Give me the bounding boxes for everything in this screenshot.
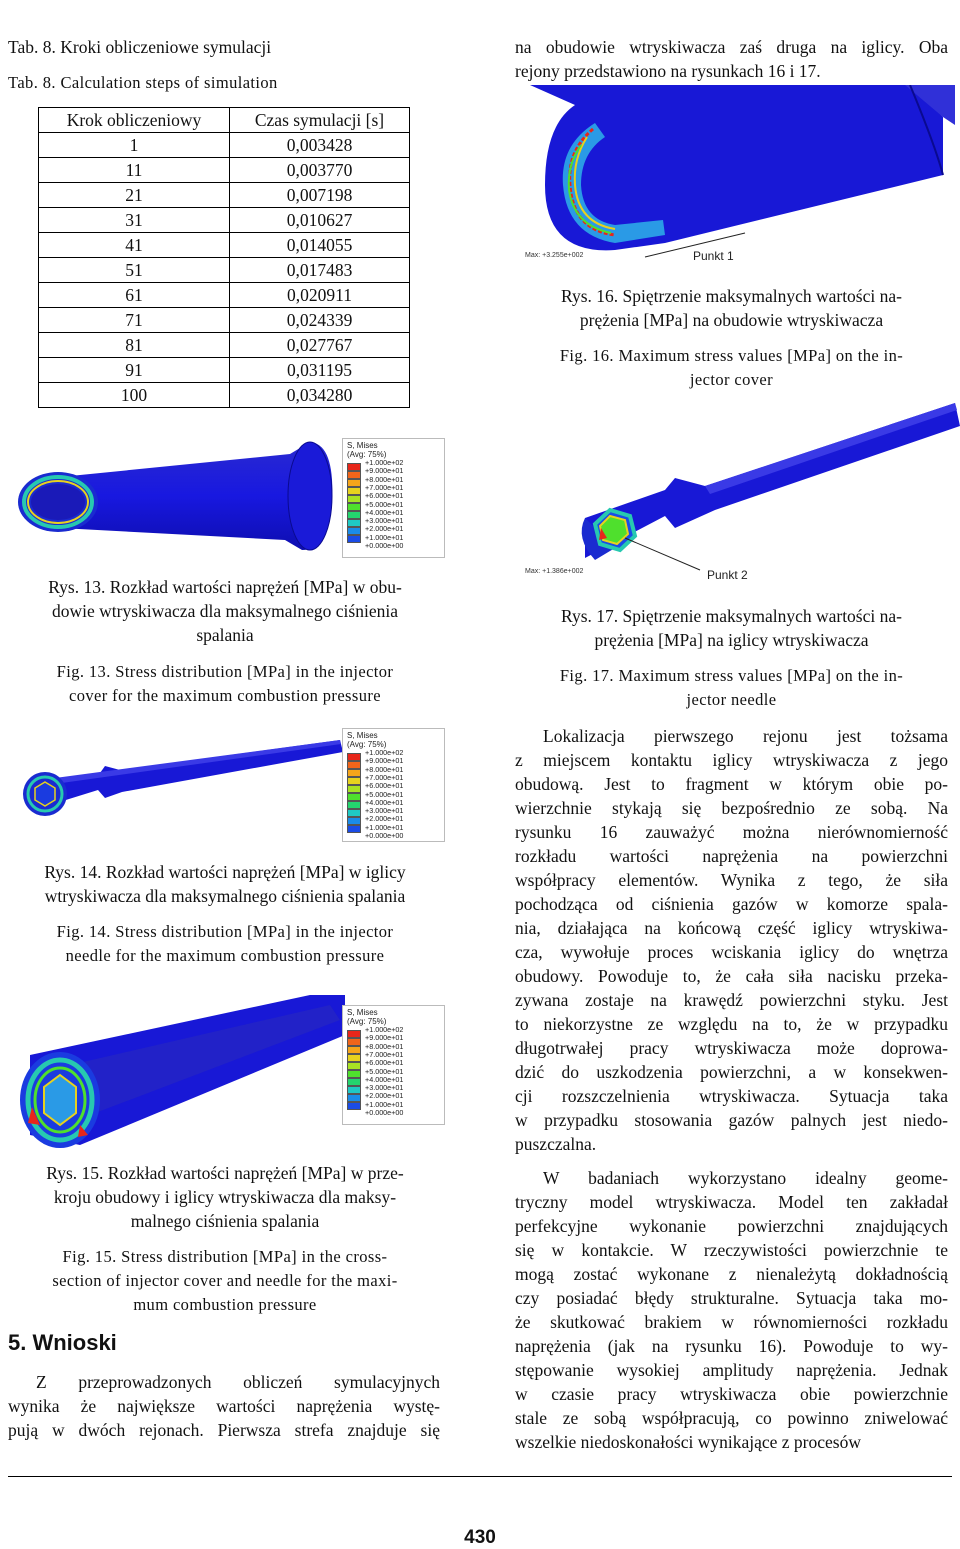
cell-step: 21: [39, 183, 230, 208]
legend-swatch: [347, 1030, 361, 1038]
legend-swatch: [347, 793, 361, 801]
legend-swatch: [347, 527, 361, 535]
figure-15-caption-pl: Rys. 15. Rozkład wartości naprężeń [MPa] w prze- kroju obudowy i iglicy wtryskiwacza dla maksy- malnego ciśnienia spalania: [46, 1163, 404, 1231]
text-line: Lokalizacja pierwszego rejonu jest tożsama: [543, 726, 948, 746]
legend-swatch: [347, 511, 361, 519]
legend-swatch: [347, 769, 361, 777]
text-line: długotrwałej pracy wtryskiwacza może doprowa-: [515, 1038, 948, 1058]
table-row: [39, 183, 410, 208]
table-row: [39, 333, 410, 358]
legend-value: +9.000e+01: [365, 466, 404, 476]
table-row: [39, 383, 410, 408]
text-line: się w kontakcie. W rzeczywistości powierzchnie te: [515, 1240, 948, 1260]
text-line: nia, działająca na końcową część iglicy wtryskiwa-: [515, 918, 948, 938]
table-row: [39, 258, 410, 283]
legend-value: +1.000e+02: [365, 458, 404, 467]
legend-value: +6.000e+01: [365, 1058, 404, 1068]
legend-swatch: [347, 495, 361, 503]
cell-step: 31: [39, 208, 230, 233]
text-line: współpracy elementów. Wynika z tego, że siła: [515, 870, 948, 890]
text-line: w czasie pracy wtryskiwacza obie powierzchnie: [515, 1384, 948, 1404]
legend-value: +4.000e+01: [365, 1074, 404, 1084]
legend-swatch: [347, 463, 361, 471]
table-header-row: [39, 108, 410, 133]
point-2-label: Punkt 2: [707, 568, 748, 582]
legend-value: +5.000e+01: [365, 1066, 404, 1076]
figure-17-needle-max-stress: [515, 398, 960, 588]
simulation-steps-table: [38, 107, 410, 408]
legend-swatch: [347, 761, 361, 769]
figure-16-caption-en: Fig. 16. Maximum stress values [MPa] on the in- jector cover: [559, 346, 904, 389]
legend-swatch: [347, 809, 361, 817]
legend-value: +1.000e+01: [365, 822, 404, 832]
legend-swatch: [347, 1070, 361, 1078]
cell-time: 0,034280: [230, 383, 410, 408]
figure-14-caption-pl: Rys. 14. Rozkład wartości naprężeń [MPa] w iglicy wtryskiwacza dla maksymalnego ciśnienia spalania: [44, 862, 406, 906]
text-line: że skutkować brakiem w równomierności rozkładu: [515, 1312, 948, 1332]
mises-legend: [342, 438, 445, 558]
figure-17-caption-en: Fig. 17. Maximum stress values [MPa] on the in- jector needle: [559, 666, 904, 709]
legend-value: +6.000e+01: [365, 491, 404, 501]
column-header-step: Krok obliczeniowy: [39, 108, 230, 133]
injector-needle-model: [10, 718, 345, 848]
legend-swatch: [347, 1078, 361, 1086]
cell-time: 0,007198: [230, 183, 410, 208]
cell-step: 100: [39, 383, 230, 408]
cell-time: 0,031195: [230, 358, 410, 383]
legend-swatch: [347, 479, 361, 487]
text-line: stale ze sobą współpracują, co powinno zniwelować: [515, 1408, 948, 1428]
legend-value: +5.000e+01: [365, 499, 404, 509]
cell-step: 71: [39, 308, 230, 333]
legend-color-scale: [347, 753, 361, 833]
text-line: czy posiadać błędy strukturalne. Sytuacja taka mo-: [515, 1288, 948, 1308]
cross-section-model: [10, 995, 345, 1155]
legend-swatch: [347, 1102, 361, 1110]
legend-value: +1.000e+01: [365, 532, 404, 542]
table-row: [39, 133, 410, 158]
text-line: mogą zostać wykonane z nienależytą dokładnością: [515, 1264, 948, 1284]
cell-step: 1: [39, 133, 230, 158]
text-line: rozkładu wartości naprężenia na powierzchni: [515, 846, 948, 866]
column-header-time: Czas symulacji [s]: [230, 108, 410, 133]
text-line: pochodząca od ciśnienia gazów w komorze spala-: [515, 894, 948, 914]
text-line: perfekcyjne wykonanie powierzchni znajdujących: [515, 1216, 948, 1236]
figure-17-caption-pl: Rys. 17. Spiętrzenie maksymalnych wartości na- prężenia [MPa] na iglicy wtryskiwacza: [561, 606, 902, 650]
page-number: 430: [464, 1527, 496, 1548]
text-line: dzić do uszkodzenia powierzchni, a w konsekwen-: [515, 1062, 948, 1082]
legend-swatch: [347, 801, 361, 809]
cell-step: 61: [39, 283, 230, 308]
table-row: [39, 233, 410, 258]
legend-title: S, Mises (Avg: 75%): [347, 441, 387, 459]
legend-swatch: [347, 487, 361, 495]
legend-value: +0.000e+00: [365, 541, 404, 550]
cell-step: 91: [39, 358, 230, 383]
legend-swatch: [347, 825, 361, 833]
legend-value: +9.000e+01: [365, 756, 404, 766]
legend-value: +9.000e+01: [365, 1033, 404, 1043]
text-line: wierzchnie stykają się bezpośrednio ze sobą. Na: [515, 798, 948, 818]
text-line: stępowanie wysokiej amplitudy naprężenia. Jednak: [515, 1360, 948, 1380]
cell-time: 0,010627: [230, 208, 410, 233]
table-row: [39, 283, 410, 308]
legend-swatch: [347, 1046, 361, 1054]
cell-step: 41: [39, 233, 230, 258]
legend-value: +2.000e+01: [365, 814, 404, 824]
legend-value: +1.000e+02: [365, 1025, 404, 1034]
text-line: puszczalna.: [515, 1134, 597, 1154]
text-line: to niekorzystne ze względu na to, że w przypadku: [515, 1014, 948, 1034]
text-line: cji rozszczelnienia wtryskiwacza. Sytuacja taka: [515, 1086, 948, 1106]
text-line: wszelkie niedoskonałości wynikające z procesów: [515, 1432, 861, 1452]
legend-swatch: [347, 503, 361, 511]
figure-15-caption-en: Fig. 15. Stress distribution [MPa] in the cross- section of injector cover and needle for the maxi- mum combustion pressure: [52, 1247, 398, 1314]
legend-value: +4.000e+01: [365, 797, 404, 807]
legend-value: +5.000e+01: [365, 789, 404, 799]
text-line: obudową. Jest to fragment w którym obie po-: [515, 774, 948, 794]
legend-value: +6.000e+01: [365, 781, 404, 791]
legend-value: +0.000e+00: [365, 831, 404, 840]
legend-swatch: [347, 1054, 361, 1062]
legend-value: +8.000e+01: [365, 764, 404, 774]
table-caption-pl: Tab. 8. Kroki obliczeniowe symulacji: [8, 37, 272, 57]
legend-swatch: [347, 777, 361, 785]
legend-title: S, Mises (Avg: 75%): [347, 731, 387, 749]
legend-swatch: [347, 817, 361, 825]
legend-value: +7.000e+01: [365, 772, 404, 782]
cell-time: 0,014055: [230, 233, 410, 258]
table-row: [39, 308, 410, 333]
cell-step: 81: [39, 333, 230, 358]
legend-swatch: [347, 519, 361, 527]
table-caption-en: Tab. 8. Calculation steps of simulation: [8, 73, 278, 92]
cell-time: 0,027767: [230, 333, 410, 358]
legend-value: +7.000e+01: [365, 482, 404, 492]
legend-value: +2.000e+01: [365, 524, 404, 534]
figure-14-caption-en: Fig. 14. Stress distribution [MPa] in the injector needle for the maximum combustion pressure: [56, 922, 394, 965]
legend-value: +8.000e+01: [365, 1041, 404, 1051]
text-line: naprężenia (jak na rysunku 16). Powoduje to wy-: [515, 1336, 948, 1356]
legend-value: +1.000e+01: [365, 1099, 404, 1109]
mises-legend: [342, 728, 445, 842]
body-paragraph-1: [515, 724, 948, 1156]
text-line: z miejscem kontaktu iglicy wtryskiwacza z jego: [515, 750, 948, 770]
legend-swatch: [347, 1038, 361, 1046]
figure-16-cover-max-stress: [515, 85, 960, 270]
legend-value: +8.000e+01: [365, 474, 404, 484]
footer-rule: [8, 1476, 952, 1477]
legend-swatch: [347, 785, 361, 793]
legend-swatch: [347, 753, 361, 761]
legend-value: +3.000e+01: [365, 516, 404, 526]
figure-13-injector-cover: [10, 432, 450, 562]
table-row: [39, 208, 410, 233]
cover-detail-model: [515, 85, 960, 270]
needle-detail-model: [515, 398, 960, 588]
text-line: W badaniach wykorzystano idealny geome-: [543, 1168, 948, 1188]
cell-time: 0,024339: [230, 308, 410, 333]
text-line: w przypadku stosowania gazów palnych jest niedo-: [515, 1110, 948, 1130]
figure-13-caption-en: Fig. 13. Stress distribution [MPa] in the injector cover for the maximum combustion pressure: [56, 662, 394, 705]
legend-color-scale: [347, 463, 361, 543]
legend-value: +2.000e+01: [365, 1091, 404, 1101]
cell-step: 11: [39, 158, 230, 183]
cell-time: 0,017483: [230, 258, 410, 283]
legend-value: +1.000e+02: [365, 748, 404, 757]
text-line: tryczny model wtryskiwacza. Model ten zakładał: [515, 1192, 948, 1212]
table-row: [39, 358, 410, 383]
right-intro-text: na obudowie wtryskiwacza zaś druga na iglicy. Oba rejony przedstawiono na rysunkach 16 i 17.: [515, 37, 948, 81]
section-heading-conclusions: 5. Wnioski: [8, 1330, 117, 1355]
legend-swatch: [347, 1094, 361, 1102]
cell-time: 0,020911: [230, 283, 410, 308]
table-row: [39, 158, 410, 183]
legend-swatch: [347, 535, 361, 543]
mises-legend: [342, 1005, 445, 1125]
max-value-label: Max: +1.386e+002: [525, 568, 584, 575]
figure-14-injector-needle: [10, 718, 450, 848]
legend-title: S, Mises (Avg: 75%): [347, 1008, 387, 1026]
cell-step: 51: [39, 258, 230, 283]
figure-16-caption-pl: Rys. 16. Spiętrzenie maksymalnych wartości na- prężenia [MPa] na obudowie wtryskiwacza: [561, 286, 902, 330]
legend-value: +4.000e+01: [365, 507, 404, 517]
legend-color-scale: [347, 1030, 361, 1110]
text-line: obudowy. Powoduje to, że cała siła nacisku przeka-: [515, 966, 948, 986]
point-1-label: Punkt 1: [693, 249, 734, 263]
body-paragraph-2: [515, 1166, 948, 1454]
cell-time: 0,003428: [230, 133, 410, 158]
max-value-label: Max: +3.255e+002: [525, 252, 584, 259]
legend-swatch: [347, 471, 361, 479]
text-line: cza, wywołuje proces wciskania iglicy do wnętrza: [515, 942, 948, 962]
text-line: rysunku 16 zauważyć można nierównomierność: [515, 822, 948, 842]
text-line: zywana zostaje na krawędź powierzchni styku. Jest: [515, 990, 948, 1010]
legend-swatch: [347, 1086, 361, 1094]
injector-cover-model: [10, 432, 345, 562]
legend-value: +3.000e+01: [365, 1083, 404, 1093]
legend-swatch: [347, 1062, 361, 1070]
legend-value: +0.000e+00: [365, 1108, 404, 1117]
cell-time: 0,003770: [230, 158, 410, 183]
legend-value: +3.000e+01: [365, 806, 404, 816]
figure-13-caption-pl: Rys. 13. Rozkład wartości naprężeń [MPa] w obu- dowie wtryskiwacza dla maksymalnego ciśnienia spalania: [48, 577, 402, 645]
section-5-paragraph: Z przeprowadzonych obliczeń symulacyjnych wynika że największe wartości naprężenia wystę- pują w dwóch rejonach. Pierwsza strefa znajduje się: [8, 1372, 440, 1440]
legend-value: +7.000e+01: [365, 1049, 404, 1059]
figure-15-cross-section: [10, 995, 450, 1155]
